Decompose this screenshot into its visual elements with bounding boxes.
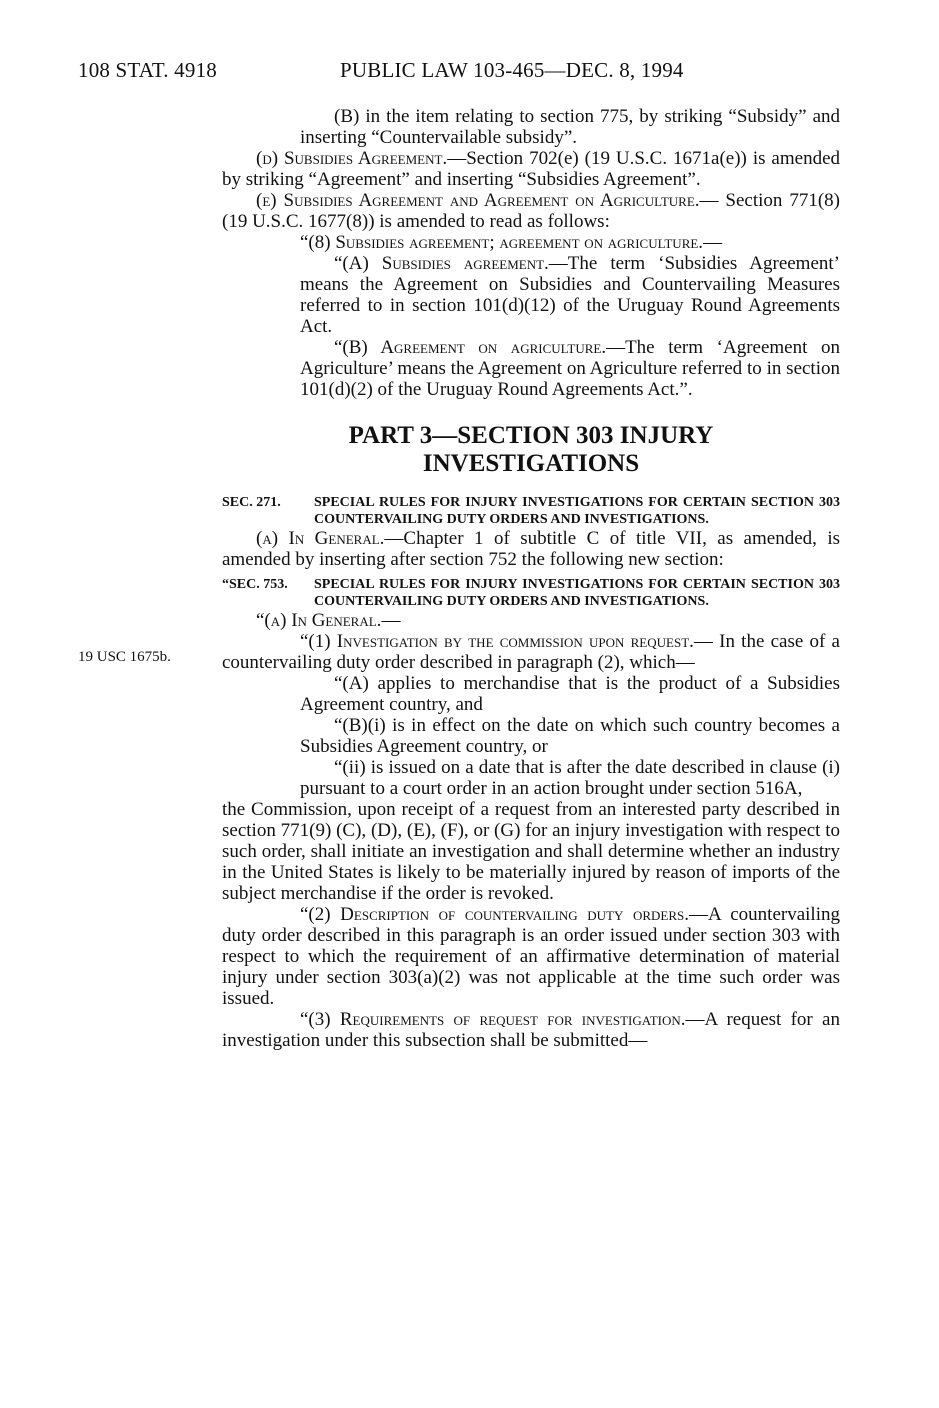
section-753-heading [222, 576, 840, 610]
paragraph-8-heading: “(8) Subsidies agreement; agreement on agriculture. [300, 232, 704, 253]
section-271-heading [222, 494, 840, 528]
paragraph-2-text: —A countervailing duty order described in this paragraph is an order issued under section 303 with respect to which the requirement of an affirmative determination of material injury under section 303(a)(2) was not applicable at the time such order was issued. [222, 904, 840, 1009]
subparagraph-a-applies: “(A) applies to merchandise that is the product of a Subsidies Agreement country, and [300, 673, 840, 715]
paragraph-a-general [222, 528, 840, 570]
paragraph-e [222, 190, 840, 232]
subparagraph-b-i: “(B)(i) is in effect on the date on which such country becomes a Subsidies Agreement country, or [300, 715, 840, 757]
paragraph-2 [222, 904, 840, 1009]
paragraph-3-heading: “(3) Requirements of request for investigation. [300, 1009, 686, 1030]
paragraph-3-text: —A request for an investigation under this subsection shall be submitted— [222, 1009, 840, 1051]
paragraph-1-text: — In the case of a countervailing duty order described in paragraph (2), which— [222, 631, 840, 673]
subparagraph-b-agriculture [222, 337, 840, 400]
part-heading-line-2: INVESTIGATIONS [422, 450, 640, 477]
running-head-law: PUBLIC LAW 103-465—DEC. 8, 1994 [340, 58, 684, 82]
paragraph-3 [222, 1009, 840, 1051]
paragraph-e-text: — Section 771(8) (19 U.S.C. 1677(8)) is amended to read as follows: [222, 190, 840, 232]
paragraph-d [222, 148, 840, 190]
subparagraph-a-subsidies [222, 253, 840, 337]
section-271-title: SPECIAL RULES FOR INJURY INVESTIGATIONS FOR CERTAIN SECTION 303 COUNTERVAILING DUTY ORDERS AND INVESTIGATIONS. [314, 495, 840, 527]
paragraph-8 [222, 232, 840, 253]
paragraph-2-heading: “(2) Description of countervailing duty orders. [300, 904, 689, 925]
subsection-a [222, 610, 840, 631]
paragraph-d-heading: (d) Subsidies Agreement. [256, 148, 448, 169]
paragraph-d-text: —Section 702(e) (19 U.S.C. 1671a(e)) is amended by striking “Agreement” and inserting “Subsidies Agreement”. [222, 148, 841, 190]
running-head-stat: 108 STAT. 4918 [78, 58, 217, 82]
margin-citation: 19 USC 1675b. [78, 649, 171, 665]
subparagraph-b-text: —The term ‘Agreement on Agriculture’ means the Agreement on Agriculture referred to in section 101(d)(2) of the Uruguay Round Agreements Act.”. [300, 337, 840, 400]
part-heading [222, 422, 840, 478]
part-heading-line-1: PART 3—SECTION 303 INJURY [348, 422, 714, 449]
subsection-a-heading: “(a) In General. [256, 610, 382, 631]
section-753-label: “SEC. 753. [222, 577, 288, 592]
flush-text: the Commission, upon receipt of a request from an interested party described in section 771(9) (C), (D), (E), (F), or (G) for an injury investigation with respect to such order, shall initiate an investigation and shall determine whether an industry in the United States is likely to be materially injured by reason of imports of the subject merchandise if the order is revoked. [222, 799, 840, 904]
page-body [222, 106, 840, 1051]
subsection-a-text: — [381, 610, 401, 631]
section-271-label: SEC. 271. [222, 495, 281, 510]
paragraph-a-heading: (a) In General. [256, 528, 385, 549]
paragraph-b-item: (B) in the item relating to section 775, by striking “Subsidy” and inserting “Countervailable subsidy”. [300, 106, 840, 148]
subparagraph-b-heading: “(B) Agreement on agriculture. [334, 337, 607, 358]
paragraph-a-text: —Chapter 1 of subtitle C of title VII, as amended, is amended by inserting after section 752 the following new section: [222, 528, 840, 570]
subparagraph-a-heading: “(A) Subsidies agreement. [334, 253, 549, 274]
section-753-title: SPECIAL RULES FOR INJURY INVESTIGATIONS FOR CERTAIN SECTION 303 COUNTERVAILING DUTY ORDERS AND INVESTIGATIONS. [314, 577, 840, 609]
paragraph-e-heading: (e) Subsidies Agreement and Agreement on Agriculture. [256, 190, 700, 211]
paragraph-1-heading: “(1) Investigation by the commission upon request. [300, 631, 694, 652]
paragraph-1 [222, 631, 840, 673]
paragraph-8-text: — [703, 232, 723, 253]
subparagraph-a-text: —The term ‘Subsidies Agreement’ means the Agreement on Subsidies and Countervailing Measures referred to in section 101(d)(12) of the Uruguay Round Agreements Act. [300, 253, 841, 337]
clause-ii: “(ii) is issued on a date that is after the date described in clause (i) pursuant to a court order in an action brought under section 516A, [300, 757, 840, 799]
